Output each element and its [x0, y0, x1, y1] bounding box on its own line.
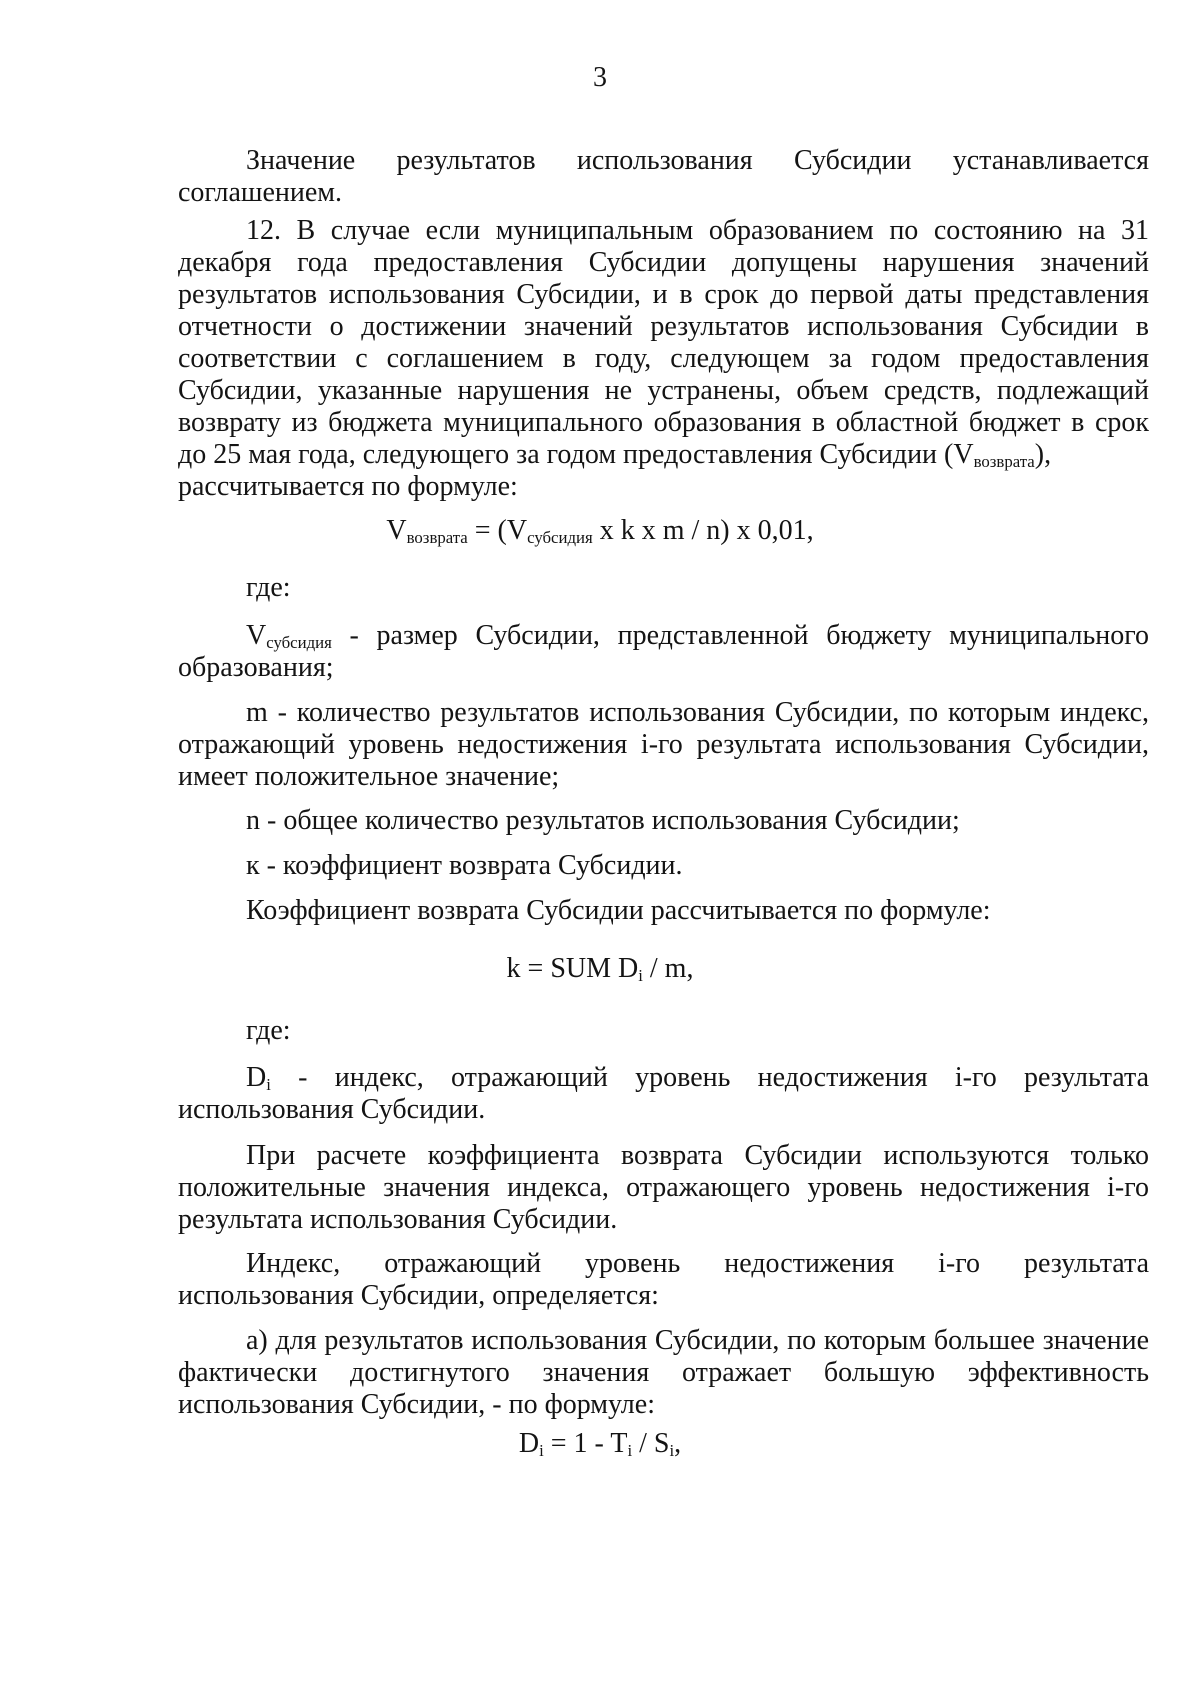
page-number: 3 — [593, 62, 607, 93]
paragraph-12-sub: возврата — [973, 452, 1035, 472]
formula-k-post: / m, — [642, 953, 694, 984]
paragraph-a-text: а) для результатов использования Субсидии, по которым большее значение фактически достигнутого значения отражает большую эффективность использования Субсидии, - по формуле: — [178, 1325, 1149, 1420]
formula-k-sub: i — [638, 966, 643, 986]
paragraph-12-last-line: рассчитывается по формуле: — [178, 471, 518, 502]
definition-v-sub: субсидия — [266, 633, 332, 653]
definition-m-text: m - количество результатов использования Субсидии, по которым индекс, отражающий уровень недостижения i-го результата использования Субсидии, имеет положительное значение; — [178, 697, 1149, 792]
where-label-1: где: — [246, 572, 291, 603]
formula-s-sub: i — [669, 1441, 675, 1461]
formula-v-sub-return: возврата — [406, 528, 468, 548]
paragraph-intro-line1: Значение результатов использования Субсидии устанавливается — [246, 145, 1149, 176]
definition-d — [178, 1062, 1149, 1126]
formula-v-return — [0, 515, 1200, 547]
definition-n — [178, 805, 1149, 837]
formula-d-slash: / S — [632, 1428, 670, 1459]
formula-v-mid: = (V — [467, 515, 528, 546]
paragraph-12-text: 12. В случае если муниципальным образованием по состоянию на 31 декабря года предоставления Субсидии допущены нарушения значений результатов использования Субсидии, и в срок до первой даты представления отчетности о достижении значений результатов использования Субсидии в соответствии с соглашением в году, следующем за годом предоставления Субсидии, указанные нарушения не устранены, объем средств, подлежащий возврату из бюджета муниципального образования в областной бюджет в срок до 25 мая года, следующего за годом предоставления Субсидии (V — [178, 215, 1149, 470]
paragraph-calculation — [178, 1140, 1149, 1236]
formula-v-sub-subsidy: субсидия — [527, 528, 593, 548]
where-label-2: где: — [246, 1015, 291, 1046]
paragraph-intro — [178, 145, 1149, 209]
formula-v-symbol: V — [386, 515, 407, 546]
definition-k-text: к - коэффициент возврата Субсидии. — [246, 850, 683, 881]
formula-d-end: , — [674, 1428, 682, 1459]
paragraph-calculation-text: При расчете коэффициента возврата Субсидии используются только положительные значения индекса, отражающего уровень недостижения i-го результата использования Субсидии. — [178, 1140, 1149, 1235]
definition-d-sub: i — [266, 1075, 271, 1095]
definition-v-symbol: V — [246, 620, 267, 651]
paragraph-12 — [178, 215, 1149, 503]
formula-d — [0, 1428, 1200, 1460]
definition-v-text: - размер Субсидии, представленной бюджету муниципального образования; — [178, 620, 1149, 683]
definition-n-text: n - общее количество результатов использования Субсидии; — [246, 805, 960, 836]
k-intro — [178, 895, 1149, 927]
paragraph-index-line1: Индекс, отражающий уровень недостижения i-го результата — [246, 1248, 1149, 1279]
formula-k-pre: k = SUM D — [506, 953, 639, 984]
formula-v-end: x k x m / n) x 0,01, — [592, 515, 814, 546]
formula-d-symbol: D — [518, 1428, 540, 1459]
paragraph-12-tail: ), — [1034, 439, 1052, 470]
formula-t-sub: i — [627, 1441, 633, 1461]
formula-d-mid: = 1 - T — [543, 1428, 628, 1459]
definition-v-subsidy — [178, 620, 1149, 684]
formula-k — [0, 953, 1200, 985]
definition-m — [178, 697, 1149, 793]
definition-k — [178, 850, 1149, 882]
paragraph-index — [178, 1248, 1149, 1312]
k-intro-text: Коэффициент возврата Субсидии рассчитывается по формуле: — [246, 895, 991, 926]
paragraph-intro-line2: соглашением. — [178, 177, 342, 208]
formula-d-sub: i — [539, 1441, 544, 1461]
paragraph-index-line2: использования Субсидии, определяется: — [178, 1280, 659, 1311]
definition-d-text: - индекс, отражающий уровень недостижения i-го результата использования Субсидии. — [178, 1062, 1149, 1125]
paragraph-a — [178, 1325, 1149, 1421]
definition-d-symbol: D — [246, 1062, 267, 1093]
